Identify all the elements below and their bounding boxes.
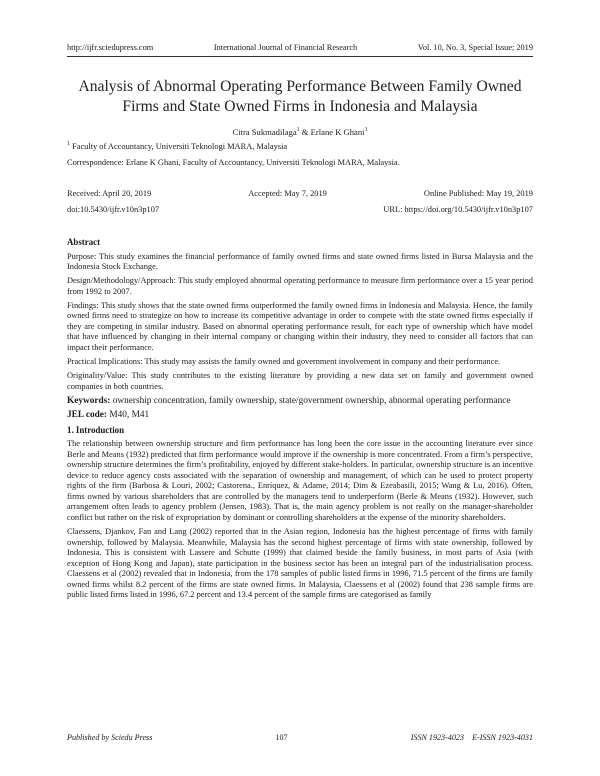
jel-codes xyxy=(67,410,533,421)
published-date: Online Published: May 19, 2019 xyxy=(423,189,533,198)
author-2: Erlane K Ghani xyxy=(310,127,365,137)
abstract-heading: Abstract xyxy=(67,237,101,247)
introduction-paragraph-2: Claessens, Djankov, Fan and Lang (2002) reported that in the Asian region, Indonesia has the highest percentage of firms with family ownership, followed by Malaysia. Meanwhile, Malaysia has the second highest percentage of firms with state ownership, followed by Indonesia. This is consistent with Lassere and Schutte (1999) that claimed beside the family business, in most parts of Asia (with exception of Hong Kong and Japan), state participation in the business sector has been an integral part of the industrialisation process. Claessens et al (2002) revealed that in Indonesia, from the 178 samples of public listed firms in 1996, 71.5 percent of the firms are family owned firms whilst 8.2 percent of the firms are state owned firms. In Malaysia, Claessens et al (2002) found that 238 sample firms are public listed firms listed in 1996, 67.2 percent and 13.4 percent of the sample firms are categorised as family xyxy=(67,527,533,600)
journal-name: International Journal of Financial Research xyxy=(213,43,358,52)
page-footer xyxy=(67,733,533,742)
correspondence: Correspondence: Erlane K Ghani, Faculty of Accountancy, Universiti Teknologi MARA, Malaysia. xyxy=(67,158,400,167)
publisher: Published by Sciedu Press xyxy=(67,733,153,742)
abstract-design: Design/Methodology/Approach: This study employed abnormal operating performance to measure firm performance over a 15 year period from 1992 to 2007. xyxy=(67,276,533,296)
introduction-paragraph-1: The relationship between ownership structure and firm performance has long been the core issue in the accounting literature ever since Berle and Means (1932) predicted that firm performance would improve if the ownership is more concentrated. From a firm’s perspective, ownership structure determines the firm’s profitability, enjoyed by different stake-holders. In particular, ownership structure is an incentive device to reduce agency costs associated with the separation of ownership and management, of which can be used to protect property rights of the firm (Barbosa & Louri, 2002; Castorena., Enríquez, & Adame, 2014; Dim & Ezeabasili, 2015; Wang & Lu, 2016). Often, firms owned by various shareholders that are controlled by the managers tend to underperform (Berle & Means (1932). However, such arrangement often leads to agency problem (Jensen, 1983). That is, the main agency problem is not really on the manager-shareholder conflict but rather on the risk of expropriation by dominant or controlling shareholders at the expense of the minority shareholders. xyxy=(67,439,533,522)
doi-line xyxy=(67,205,533,214)
issn: ISSN 1923-4023 E-ISSN 1923-4031 xyxy=(410,733,533,742)
volume-info: Vol. 10, No. 3, Special Issue; 2019 xyxy=(417,43,533,52)
keywords xyxy=(67,396,533,407)
doi-url[interactable]: URL: https://doi.org/10.5430/ijfr.v10n3p107 xyxy=(383,205,533,214)
received-date: Received: April 20, 2019 xyxy=(67,189,152,198)
accepted-date: Accepted: May 7, 2019 xyxy=(248,189,327,198)
author-1: Citra Sukmadilaga xyxy=(232,127,297,137)
abstract-implications: Practical Implications: This study may assists the family owned and government involvement in company and their performance. xyxy=(67,356,501,366)
affiliation-text: Faculty of Accountancy, Universiti Teknologi MARA, Malaysia xyxy=(70,142,288,151)
abstract-purpose: Purpose: This study examines the financial performance of family owned firms and state owned firms listed in Bursa Malaysia and the Indonesia Stock Exchange. xyxy=(67,251,533,272)
jel-label: JEL code: xyxy=(67,410,108,421)
doi: doi:10.5430/ijfr.v10n3p107 xyxy=(67,205,160,214)
abstract-findings: Findings: This study shows that the state owned firms outperformed the family owned firms in Indonesia and Malaysia. Hence, the family owned firms need to strategize on how to increase its competitive advantage in order to compete with the state owned firms especially if they are competing in similar industry. Based on abnormal operating performance result, for each type of ownership which have model that have influenced by changing in their internal company or changing within their industry, they need to consider all factors that can impact their performance. xyxy=(67,300,533,352)
jel-text: M40, M41 xyxy=(107,410,150,421)
page-number: 107 xyxy=(275,733,288,742)
affiliation-mark: 1 xyxy=(67,141,70,148)
author-1-affil-mark: 1 xyxy=(296,127,300,134)
keywords-label: Keywords: xyxy=(67,395,111,406)
introduction-heading: 1. Introduction xyxy=(67,424,125,435)
author-separator: & xyxy=(299,127,311,137)
publication-dates xyxy=(67,189,533,198)
abstract-originality: Originality/Value: This study contributes to the existing literature by providing a new data set on family and government owned companies in both countries. xyxy=(67,371,533,391)
keywords-text: ownership concentration, family ownership, state/government ownership, abnormal operating performance xyxy=(110,395,511,406)
author-line xyxy=(0,127,600,137)
running-header xyxy=(67,43,533,52)
main-text xyxy=(67,237,533,604)
affiliation xyxy=(67,142,533,151)
author-2-affil-mark: 1 xyxy=(364,127,368,134)
header-rule xyxy=(67,56,533,57)
paper-title: Analysis of Abnormal Operating Performance Between Family Owned Firms and State Owned Firms in Indonesia and Malaysia xyxy=(78,78,522,115)
journal-url[interactable]: http://ijfr.sciedupress.com xyxy=(67,43,154,52)
